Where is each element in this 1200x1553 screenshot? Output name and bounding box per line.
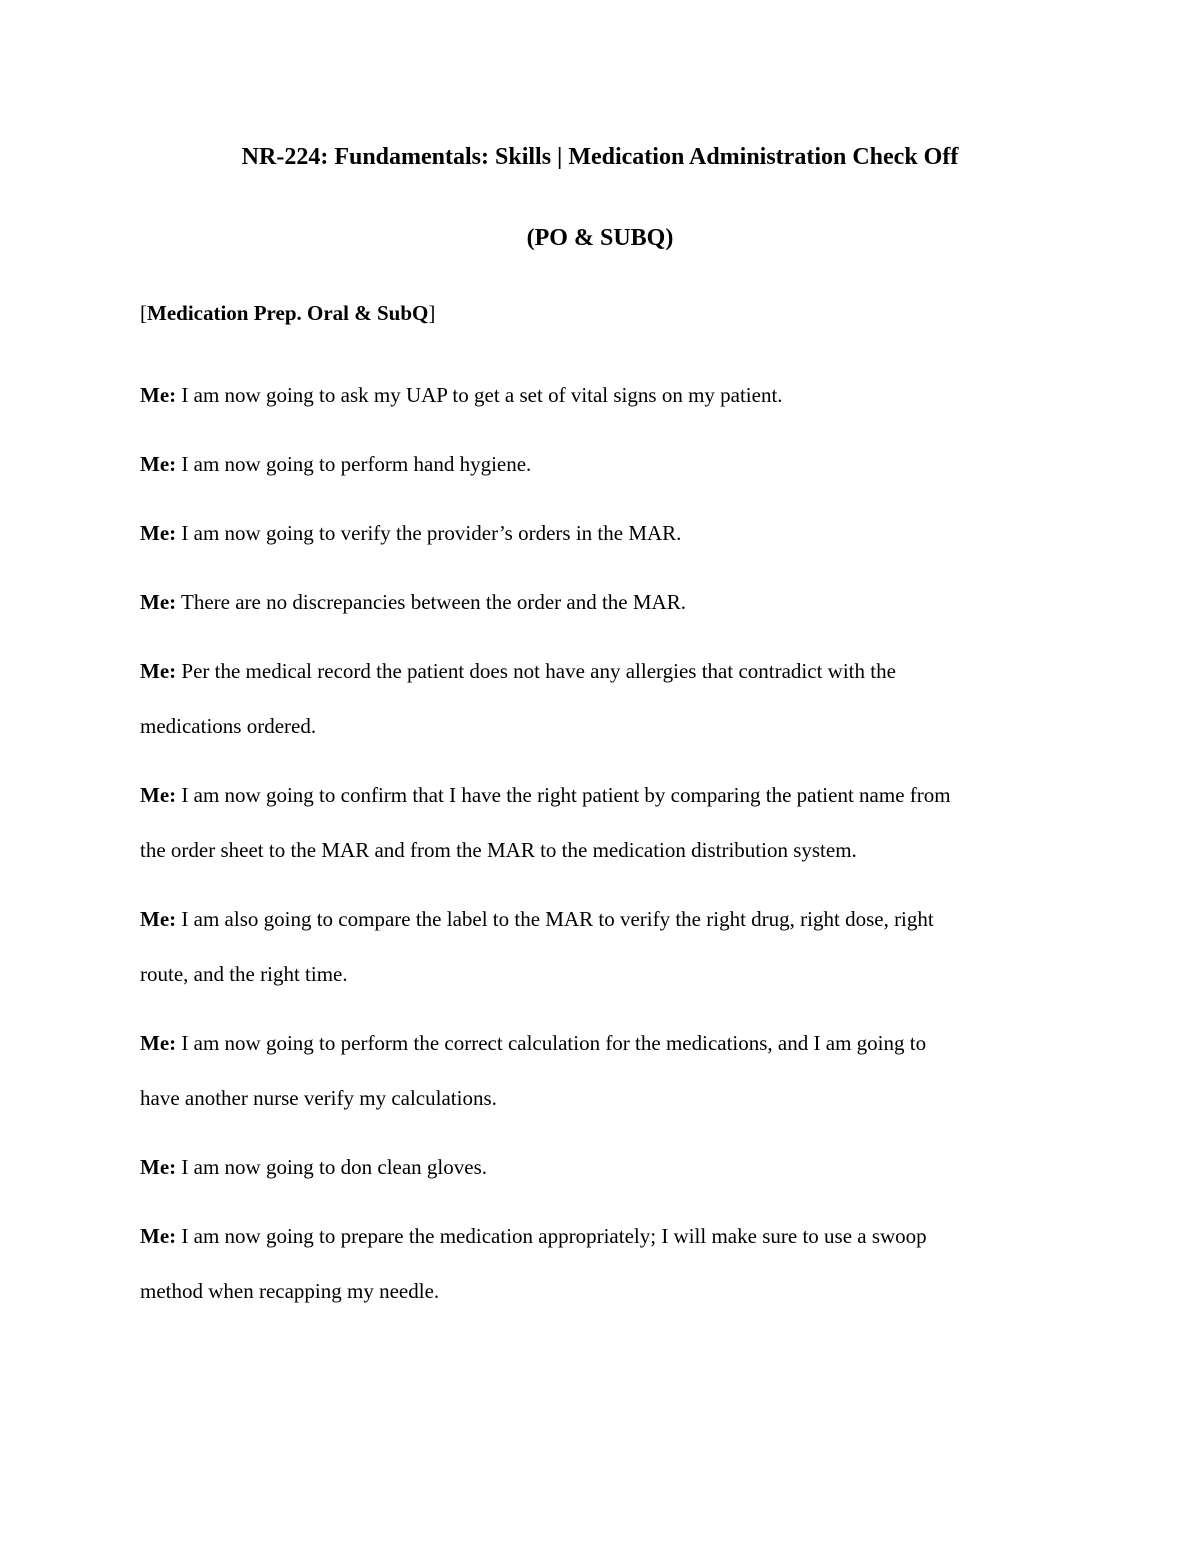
entry-text: I am now going to don clean gloves. xyxy=(181,1155,487,1179)
entry-text: I am now going to perform hand hygiene. xyxy=(181,452,532,476)
speaker-label: Me: xyxy=(140,907,177,931)
entry-text: I am now going to ask my UAP to get a set of vital signs on my patient. xyxy=(181,383,783,407)
speaker-label: Me: xyxy=(140,590,177,614)
dialogue-entry xyxy=(140,506,1060,561)
dialogue-entry xyxy=(140,437,1060,492)
entry-text: There are no discrepancies between the order and the MAR. xyxy=(181,590,686,614)
dialogue-entry xyxy=(140,1016,1060,1126)
section-open-bracket: [ xyxy=(140,301,147,325)
section-heading-text: Medication Prep. Oral & SubQ xyxy=(147,301,429,325)
entry-text: I am now going to prepare the medication appropriately; I will make sure to use a swoop method when recapping my needle. xyxy=(140,1224,927,1303)
document-title: NR-224: Fundamentals: Skills | Medication Administration Check Off xyxy=(241,144,959,170)
entry-text: I am also going to compare the label to the MAR to verify the right drug, right dose, right route, and the right time. xyxy=(140,907,934,986)
speaker-label: Me: xyxy=(140,1031,177,1055)
dialogue-entry xyxy=(140,1209,1060,1319)
entry-text: I am now going to confirm that I have the right patient by comparing the patient name from the order sheet to the MAR and from the MAR to the medication distribution system. xyxy=(140,783,951,862)
section-close-bracket: ] xyxy=(428,301,436,325)
dialogue-entry xyxy=(140,368,1060,423)
speaker-label: Me: xyxy=(140,521,177,545)
dialogue-entry xyxy=(140,644,1060,754)
speaker-label: Me: xyxy=(140,383,177,407)
dialogue-entry xyxy=(140,575,1060,630)
speaker-label: Me: xyxy=(140,783,177,807)
dialogue-entry xyxy=(140,892,1060,1002)
dialogue-entry xyxy=(140,768,1060,878)
speaker-label: Me: xyxy=(140,1155,177,1179)
document-subtitle: (PO & SUBQ) xyxy=(526,225,674,251)
speaker-label: Me: xyxy=(140,452,177,476)
entry-text: I am now going to perform the correct calculation for the medications, and I am going to have another nurse verify my calculations. xyxy=(140,1031,927,1110)
dialogue-entry xyxy=(140,1140,1060,1195)
speaker-label: Me: xyxy=(140,1224,177,1248)
section-heading xyxy=(140,299,435,327)
dialogue-list xyxy=(140,368,1060,1333)
entry-text: Per the medical record the patient does not have any allergies that contradict with the medications ordered. xyxy=(140,659,896,738)
entry-text: I am now going to verify the provider’s orders in the MAR. xyxy=(181,521,682,545)
speaker-label: Me: xyxy=(140,659,177,683)
